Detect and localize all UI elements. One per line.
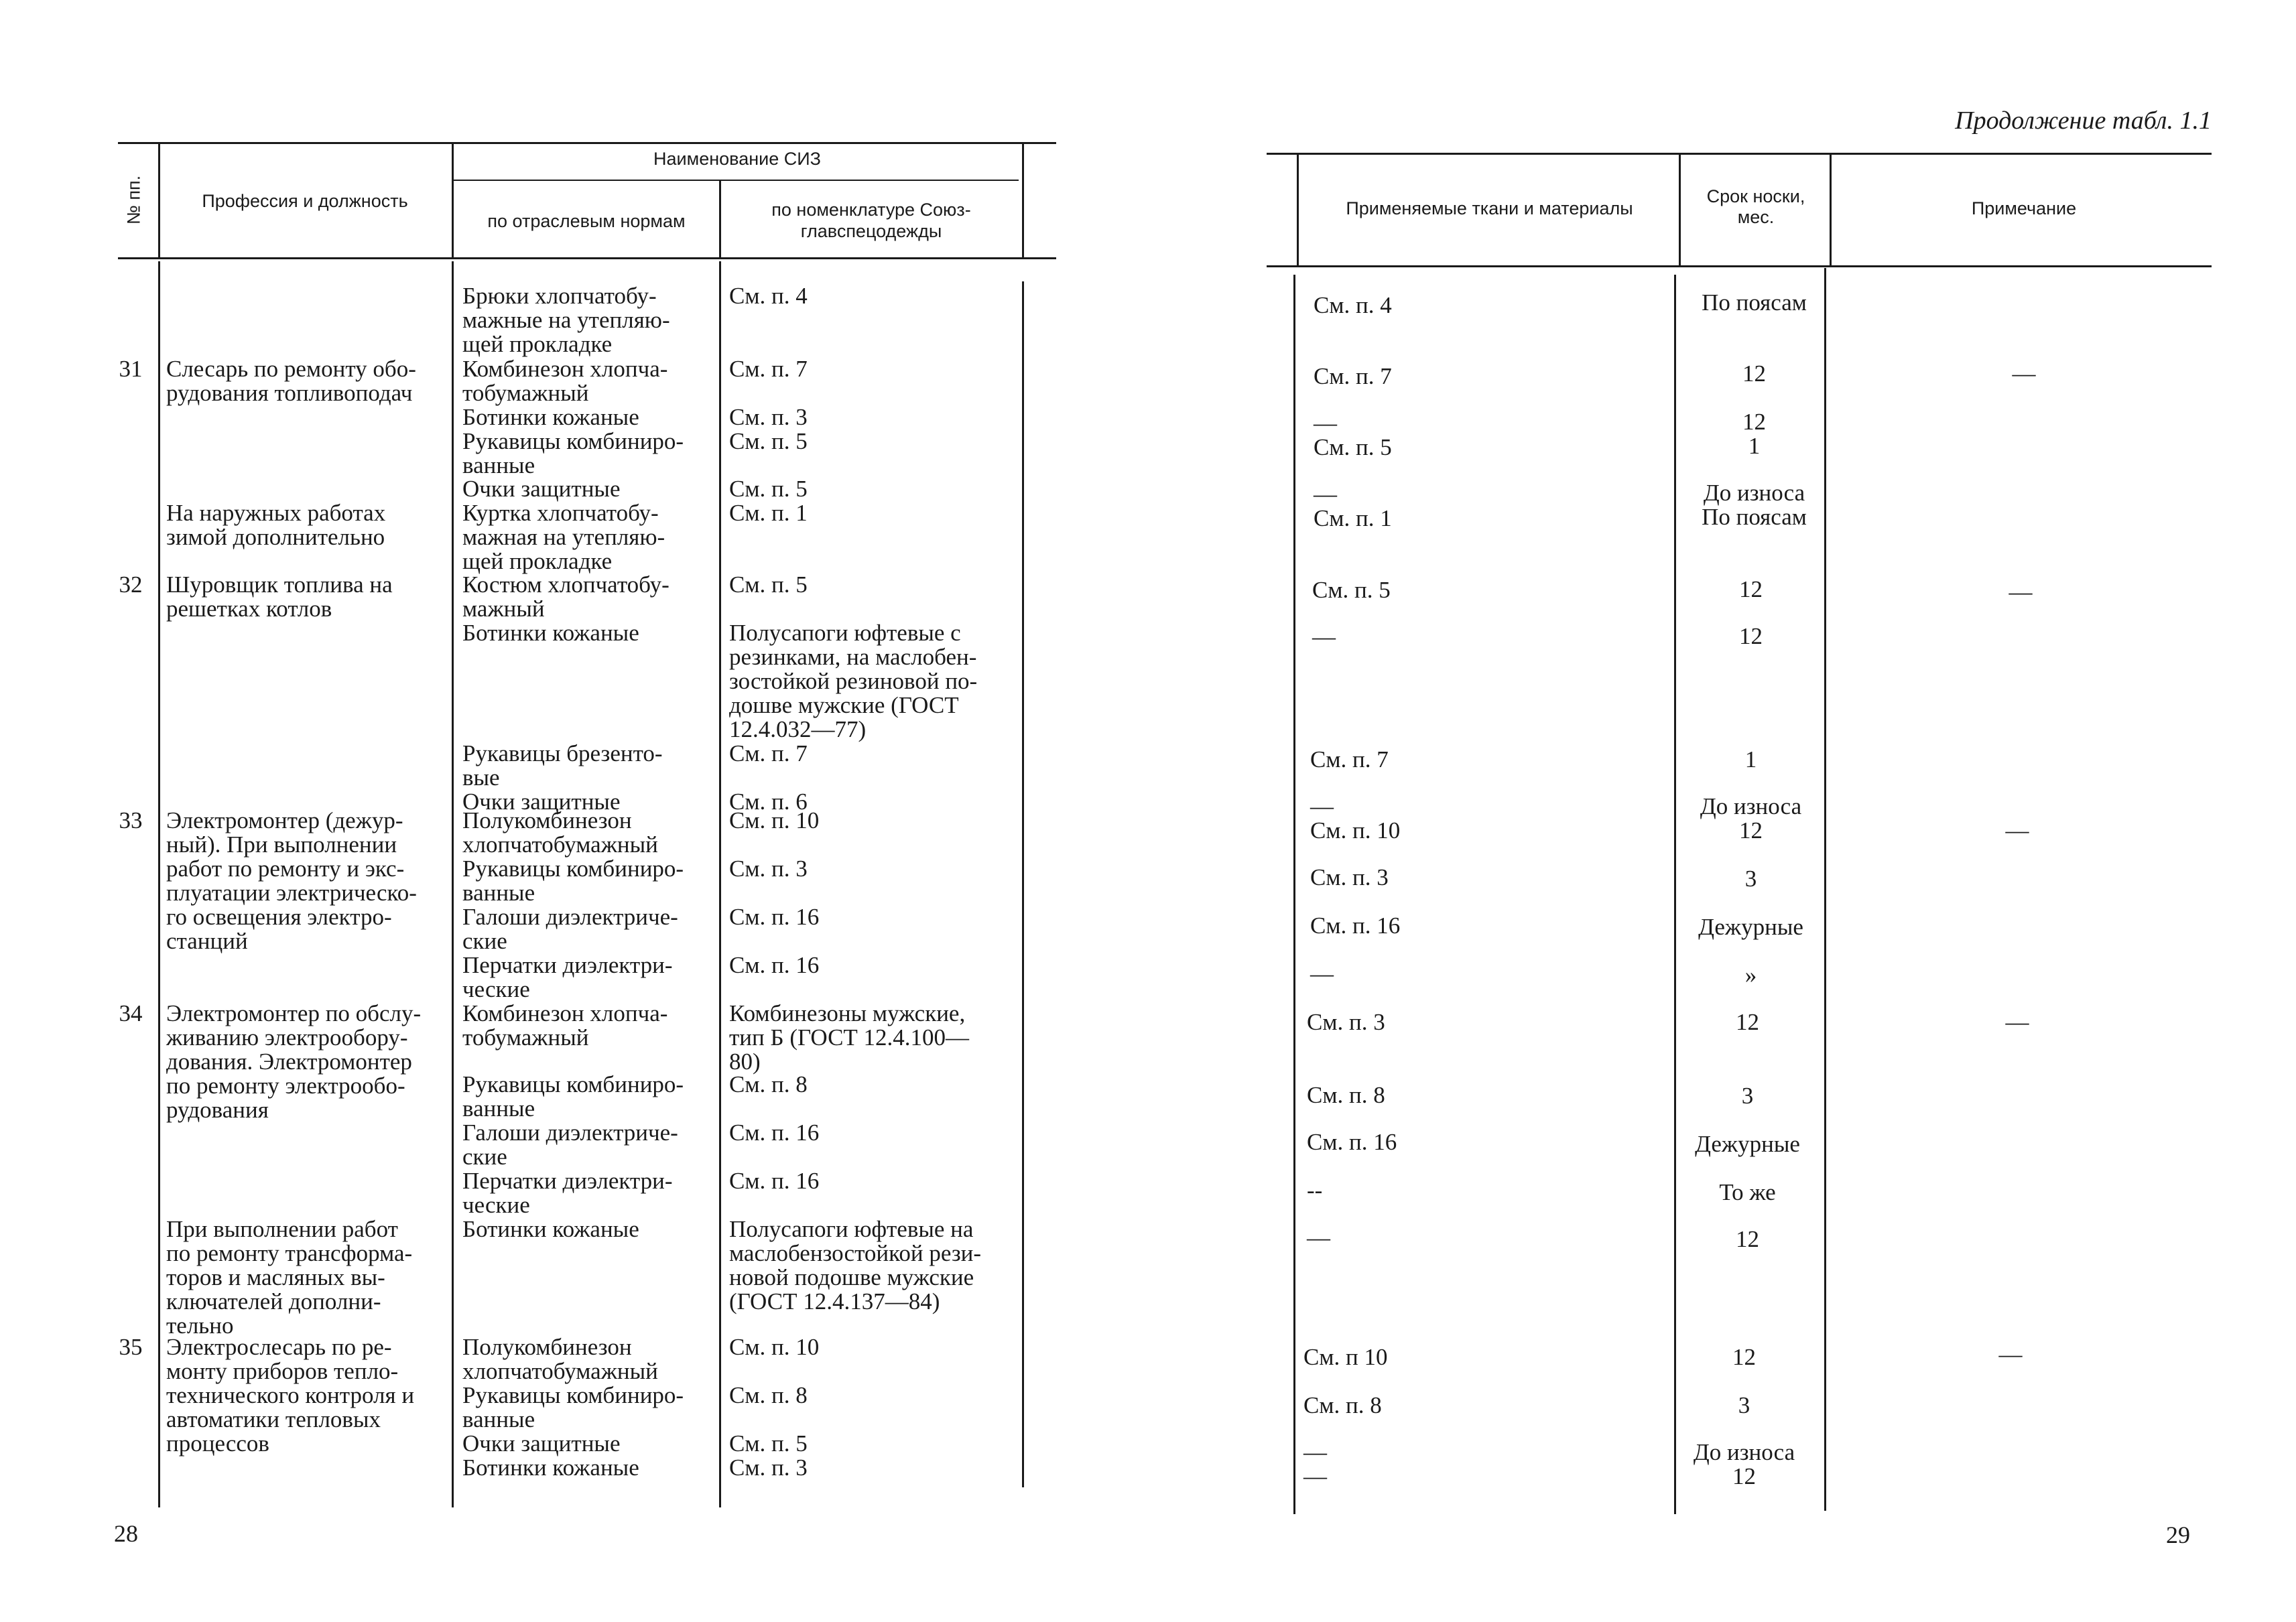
nomenclature-item: Полусапоги юфтевые на маслобензостойкой рези- новой подошве мужские (ГОСТ 12.4.137—84) — [729, 1216, 982, 1314]
industry-item: Ботинки кожаные — [462, 404, 639, 430]
nomenclature-item: См. п. 16 — [729, 904, 820, 930]
header-nomenclature: по номенклатуре Союз-главспецодежды — [771, 200, 971, 241]
term-cell: 3 — [1738, 1392, 1750, 1418]
industry-item: Полукомбинезон хлопчатобумажный — [462, 1334, 658, 1384]
material-cell: — — [1310, 793, 1334, 819]
term-cell: До износа — [1693, 1439, 1795, 1465]
industry-item: Комбинезон хлопча- тобумажный — [462, 1000, 668, 1051]
term-cell: До износа — [1700, 793, 1802, 819]
right-hdr-divider-1 — [1297, 154, 1299, 267]
term-cell: 1 — [1748, 433, 1761, 459]
industry-item: Рукавицы комбиниро- ванные — [462, 856, 684, 906]
nomenclature-item: См. п. 8 — [729, 1382, 808, 1408]
material-cell: — — [1307, 1225, 1330, 1251]
header-note: Примечание — [1971, 198, 2077, 218]
term-cell: По поясам — [1702, 504, 1807, 530]
industry-item: Перчатки диэлектри- ческие — [462, 952, 673, 1002]
term-cell: 1 — [1744, 746, 1757, 772]
left-body-divider-2 — [452, 261, 454, 1507]
left-hdr-divider-3 — [719, 181, 721, 258]
material-cell: См. п. 8 — [1307, 1082, 1385, 1108]
material-cell: См. п. 16 — [1307, 1129, 1397, 1155]
material-cell: См. п. 5 — [1312, 577, 1391, 603]
profession-cell: Электромонтер по обслу- живанию электрообору- дования. Электромонтер по ремонту электрообо- рудования — [166, 1000, 422, 1123]
material-cell: — — [1303, 1463, 1327, 1489]
note-cell: — — [1998, 1341, 2023, 1367]
term-cell: 12 — [1739, 817, 1763, 843]
left-hdr-divider-1 — [158, 143, 160, 258]
profession-cell: На наружных работах зимой дополнительно — [166, 500, 386, 550]
industry-item: Комбинезон хлопча- тобумажный — [462, 356, 668, 406]
nomenclature-item: См. п. 16 — [729, 1168, 820, 1194]
header-industry: по отраслевым нормам — [487, 211, 686, 231]
row-number: 31 — [119, 356, 143, 382]
profession-cell: Слесарь по ремонту обо- рудования топливоподач — [166, 356, 416, 406]
header-profession: Профессия и должность — [202, 191, 408, 211]
left-body-divider-3 — [719, 261, 721, 1507]
term-cell: 12 — [1739, 623, 1763, 649]
material-cell: См. п. 7 — [1314, 363, 1392, 389]
industry-item: Полукомбинезон хлопчатобумажный — [462, 807, 658, 858]
material-cell: — — [1310, 961, 1334, 987]
left-body-divider-1 — [158, 261, 160, 1507]
term-cell: 3 — [1744, 866, 1757, 892]
industry-item: Галоши диэлектриче- ские — [462, 904, 678, 954]
material-cell: — — [1312, 624, 1336, 650]
right-hdr-divider-2 — [1679, 154, 1681, 267]
nomenclature-item: См. п. 5 — [729, 1430, 808, 1457]
term-cell: До износа — [1703, 480, 1805, 506]
nomenclature-item: См. п. 1 — [729, 500, 808, 526]
nomenclature-item: Комбинезоны мужские, тип Б (ГОСТ 12.4.100— 80) — [729, 1000, 970, 1075]
right-body-divider-2 — [1674, 275, 1676, 1514]
term-cell: 12 — [1742, 409, 1766, 435]
continuation-caption: Продолжение табл. 1.1 — [1955, 107, 2212, 135]
industry-item: Галоши диэлектриче- ские — [462, 1120, 678, 1170]
term-cell: 12 — [1732, 1463, 1756, 1489]
material-cell: См. п 10 — [1303, 1344, 1388, 1370]
row-number: 32 — [119, 571, 143, 598]
material-cell: См. п. 4 — [1314, 292, 1392, 318]
industry-item: Перчатки диэлектри- ческие — [462, 1168, 673, 1218]
industry-item: Костюм хлопчатобу- мажный — [462, 571, 669, 622]
left-hdr-divider-4 — [1022, 143, 1024, 258]
term-cell: 3 — [1741, 1083, 1754, 1109]
nomenclature-item: См. п. 10 — [729, 1334, 820, 1360]
material-cell: — — [1303, 1439, 1327, 1465]
nomenclature-item: См. п. 16 — [729, 1120, 820, 1146]
note-cell: — — [2012, 360, 2036, 387]
nomenclature-item: См. п. 4 — [729, 283, 808, 309]
term-cell: 12 — [1736, 1009, 1759, 1035]
term-cell: По поясам — [1702, 289, 1807, 316]
header-term: Срок носки, мес. — [1706, 186, 1805, 227]
left-top-rule — [118, 142, 1056, 144]
left-hdr-divider-2 — [452, 143, 454, 258]
nomenclature-item: См. п. 5 — [729, 476, 808, 502]
left-header-bottom-rule — [118, 257, 1056, 259]
note-cell: — — [2005, 1009, 2029, 1035]
row-number: 34 — [119, 1000, 143, 1026]
page-number-left: 28 — [114, 1520, 138, 1547]
material-cell: См. п. 1 — [1314, 505, 1392, 531]
industry-item: Очки защитные — [462, 1430, 621, 1457]
header-num: № пп. — [123, 175, 144, 225]
left-group-rule — [453, 180, 1019, 181]
material-cell: См. п. 5 — [1314, 434, 1392, 460]
industry-item: Рукавицы комбиниро- ванные — [462, 1382, 684, 1432]
term-cell: 12 — [1742, 360, 1766, 387]
industry-item: Очки защитные — [462, 789, 621, 815]
industry-item: Ботинки кожаные — [462, 1455, 639, 1481]
nomenclature-item: См. п. 16 — [729, 952, 820, 978]
right-top-rule — [1267, 153, 2212, 155]
profession-cell: Шуровщик топлива на решетках котлов — [166, 571, 393, 622]
profession-cell: При выполнении работ по ремонту трансформа- торов и масляных вы- ключателей дополни- тельно — [166, 1216, 413, 1339]
material-cell: См. п. 16 — [1310, 913, 1401, 939]
material-cell: См. п. 10 — [1310, 817, 1401, 843]
term-cell: » — [1744, 962, 1757, 988]
term-cell: Дежурные — [1695, 1131, 1800, 1157]
material-cell: См. п. 3 — [1307, 1009, 1385, 1035]
material-cell: См. п. 3 — [1310, 864, 1389, 890]
right-hdr-divider-3 — [1830, 154, 1832, 267]
material-cell: -- — [1307, 1177, 1323, 1203]
industry-item: Брюки хлопчатобу- мажные на утепляю- щей прокладке — [462, 283, 670, 357]
material-cell: — — [1314, 410, 1337, 436]
term-cell: 12 — [1739, 576, 1763, 602]
industry-item: Куртка хлопчатобу- мажная на утепляю- щей прокладке — [462, 500, 665, 574]
header-group: Наименование СИЗ — [653, 149, 821, 169]
nomenclature-item: См. п. 3 — [729, 1455, 808, 1481]
note-cell: — — [2005, 817, 2029, 843]
industry-item: Ботинки кожаные — [462, 1216, 639, 1242]
nomenclature-item: См. п. 5 — [729, 428, 808, 454]
nomenclature-item: См. п. 3 — [729, 404, 808, 430]
right-header-bottom-rule — [1267, 265, 2212, 267]
nomenclature-item: См. п. 7 — [729, 356, 808, 382]
material-cell: См. п. 7 — [1310, 746, 1389, 772]
term-cell: 12 — [1732, 1344, 1756, 1370]
right-body-divider-1 — [1293, 275, 1295, 1514]
profession-cell: Электромонтер (дежур- ный). При выполнении работ по ремонту и экс- плуатации электрическо- го освещения электро- станций — [166, 807, 417, 954]
industry-item: Рукавицы брезенто- вые — [462, 740, 663, 791]
industry-item: Очки защитные — [462, 476, 621, 502]
nomenclature-item: См. п. 6 — [729, 789, 808, 815]
nomenclature-item: См. п. 10 — [729, 807, 820, 833]
page-number-right: 29 — [2166, 1522, 2190, 1548]
term-cell: Дежурные — [1698, 914, 1803, 940]
industry-item: Ботинки кожаные — [462, 620, 639, 646]
material-cell: См. п. 8 — [1303, 1392, 1382, 1418]
note-cell: — — [2008, 579, 2033, 605]
industry-item: Рукавицы комбиниро- ванные — [462, 428, 684, 478]
term-cell: То же — [1719, 1179, 1776, 1205]
left-body-divider-4 — [1022, 281, 1024, 1487]
nomenclature-item: См. п. 5 — [729, 571, 808, 598]
nomenclature-item: См. п. 7 — [729, 740, 808, 766]
nomenclature-item: См. п. 8 — [729, 1071, 808, 1097]
nomenclature-item: Полусапоги юфтевые с резинками, на маслобен- зостойкой резиновой по- дошве мужские (ГОСТ 12.4.032—77) — [729, 620, 978, 742]
material-cell: — — [1314, 481, 1337, 507]
industry-item: Рукавицы комбиниро- ванные — [462, 1071, 684, 1122]
row-number: 35 — [119, 1334, 143, 1360]
nomenclature-item: См. п. 3 — [729, 856, 808, 882]
term-cell: 12 — [1736, 1226, 1759, 1252]
header-materials: Применяемые ткани и материалы — [1346, 198, 1633, 218]
profession-cell: Электрослесарь по ре- монту приборов тепло- технического контроля и автоматики тепловых процессов — [166, 1334, 415, 1457]
row-number: 33 — [119, 807, 143, 833]
